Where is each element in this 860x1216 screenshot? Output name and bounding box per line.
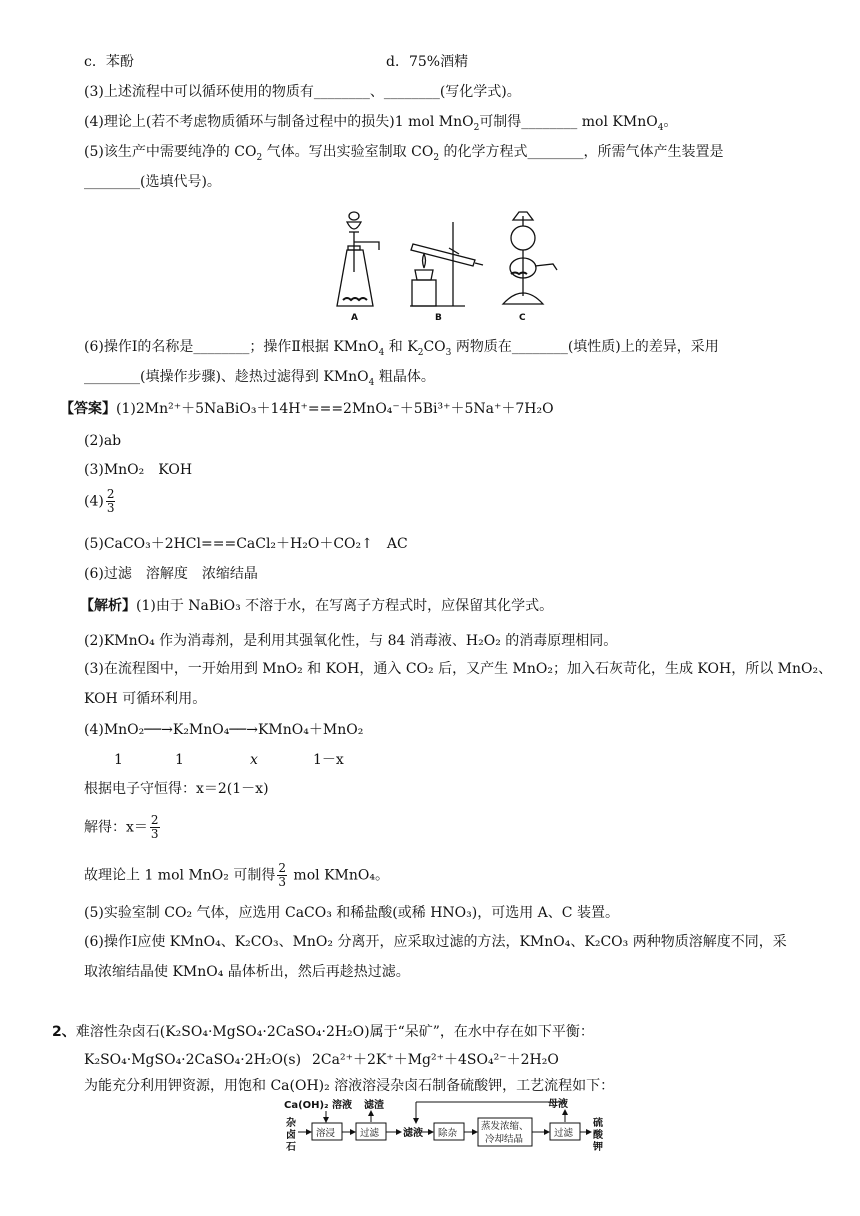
answer-4: (4) $\frac{2}{3}$ — [84, 487, 115, 515]
flow-product-2: 酸 — [593, 1130, 603, 1141]
question-5-line1: (5)该生产中需要纯净的 $CO_2$ 气体。写出实验室制取 $CO_2$ 的化学方程式________，所需气体产生装置是 — [84, 144, 724, 163]
question-5-line2: ________(选填代号)。 — [84, 174, 221, 190]
question-2-intro: 为能充分利用钾资源，用饱和 Ca(OH)₂ 溶液溶浸杂卤石制备硫酸钾，工艺流程如下： — [84, 1078, 615, 1094]
apparatus-figure — [325, 208, 565, 324]
analysis-3-line2: KOH 可循环利用。 — [84, 691, 207, 707]
process-flowchart — [282, 1096, 612, 1156]
answer-tag: 【答案】 — [60, 401, 116, 417]
question-4: (4)理论上(若不考虑物质循环与制备过程中的损失)1 mol MnO$_2$可制得________ mol KMnO$_4$。 — [84, 114, 678, 133]
flow-raw-1: 杂 — [286, 1118, 296, 1129]
equilibrium-right: 2Ca²⁺＋2K⁺＋Mg²⁺＋4SO₄²⁻＋2H₂O — [312, 1052, 559, 1068]
question-3: (3)上述流程中可以循环使用的物质有________、________(写化学式)。 — [84, 84, 521, 100]
analysis-4-coef-4: 1－x — [313, 752, 344, 768]
answer-2: (2)ab — [84, 433, 122, 449]
flow-box4-label-b: 冷却结晶 — [485, 1134, 524, 1145]
flow-product-1: 硫 — [593, 1118, 603, 1129]
analysis-4-rule: 根据电子守恒得：x＝2(1－x) — [84, 781, 269, 797]
flow-product-3: 钾 — [593, 1142, 603, 1153]
fraction: $\frac{2}{3}$ — [278, 861, 286, 889]
question-6-line1: (6)操作Ⅰ的名称是________；操作Ⅱ根据 KMnO$_4$ 和 $K_2CO_3$ 两物质在________(填性质)上的差异，采用 — [84, 339, 719, 358]
flow-residue: 滤渣 — [364, 1100, 384, 1111]
analysis-line-1: 【解析】(1)由于 NaBiO₃ 不溶于水，在写离子方程式时，应保留其化学式。 — [80, 598, 554, 614]
flow-filtrate: 滤液 — [403, 1128, 423, 1139]
flow-mother-liquor: 母液 — [548, 1099, 568, 1110]
analysis-4-coef-1: 1 — [114, 752, 123, 768]
analysis-4-solve: 解得：x＝ $\frac{2}{3}$ — [84, 813, 159, 841]
option-c: c．苯酚 — [84, 54, 134, 70]
apparatus-label-c: C — [519, 313, 526, 323]
question-2-number: 2、 — [52, 1024, 76, 1040]
analysis-4-coef-3: x — [250, 752, 258, 768]
apparatus-label-b: B — [435, 313, 442, 323]
analysis-6-line1: (6)操作Ⅰ应使 KMnO₄、K₂CO₃、MnO₂ 分离开，应采取过滤的方法，KMnO₄、K₂CO₃ 两种物质溶解度不同，采 — [84, 934, 787, 950]
flow-box3-label: 除杂 — [438, 1128, 458, 1139]
analysis-6-line2: 取浓缩结晶使 KMnO₄ 晶体析出，然后再趁热过滤。 — [84, 964, 410, 980]
flow-raw-3: 石 — [286, 1142, 296, 1153]
answer-line-1: 【答案】(1)2Mn²⁺＋5NaBiO₃＋14H⁺===2MnO₄⁻＋5Bi³⁺＋5Na⁺＋7H₂O — [60, 401, 554, 417]
equilibrium-left: K₂SO₄·MgSO₄·2CaSO₄·2H₂O(s) — [84, 1052, 302, 1068]
flow-box2-label: 过滤 — [360, 1128, 380, 1139]
analysis-3-line1: (3)在流程图中，一开始用到 MnO₂ 和 KOH，通入 CO₂ 后，又产生 MnO₂；加入石灰苛化，生成 KOH，所以 MnO₂、 — [84, 661, 833, 677]
option-d: d．75%酒精 — [386, 54, 469, 70]
fraction: $\frac{2}{3}$ — [106, 487, 115, 515]
apparatus-label-a: A — [351, 313, 358, 323]
question-6-line2: ________(填操作步骤)、趁热过滤得到 KMnO$_4$ 粗晶体。 — [84, 369, 435, 388]
answer-6: (6)过滤 溶解度 浓缩结晶 — [84, 566, 258, 582]
flow-raw-2: 卤 — [286, 1130, 296, 1141]
answer-3: (3)MnO₂ KOH — [84, 462, 193, 478]
analysis-5: (5)实验室制 CO₂ 气体，应选用 CaCO₃ 和稀盐酸(或稀 HNO₃)，可选用 A、C 装置。 — [84, 905, 619, 921]
flow-input-top: Ca(OH)₂ 溶液 — [284, 1100, 352, 1111]
analysis-tag: 【解析】 — [80, 598, 136, 614]
question-2-stem: 2、难溶性杂卤石(K₂SO₄·MgSO₄·2CaSO₄·2H₂O)属于“呆矿”，在水中存在如下平衡： — [52, 1024, 594, 1040]
flow-box5-label: 过滤 — [554, 1128, 574, 1139]
analysis-2: (2)KMnO₄ 作为消毒剂，是利用其强氧化性，与 84 消毒液、H₂O₂ 的消毒原理相同。 — [84, 633, 618, 649]
analysis-4-conclusion: 故理论上 1 mol MnO₂ 可制得 $\frac{2}{3}$ mol KMnO₄。 — [84, 861, 389, 889]
analysis-4-coef-2: 1 — [175, 752, 184, 768]
flow-box4-label-a: 蒸发浓缩、 — [481, 1121, 529, 1132]
flow-box1-label: 溶浸 — [316, 1128, 336, 1139]
analysis-4-equation: (4)MnO₂──→K₂MnO₄──→KMnO₄＋MnO₂ — [84, 722, 364, 738]
answer-5: (5)CaCO₃＋2HCl===CaCl₂＋H₂O＋CO₂↑ AC — [84, 536, 408, 552]
fraction: $\frac{2}{3}$ — [150, 813, 159, 841]
